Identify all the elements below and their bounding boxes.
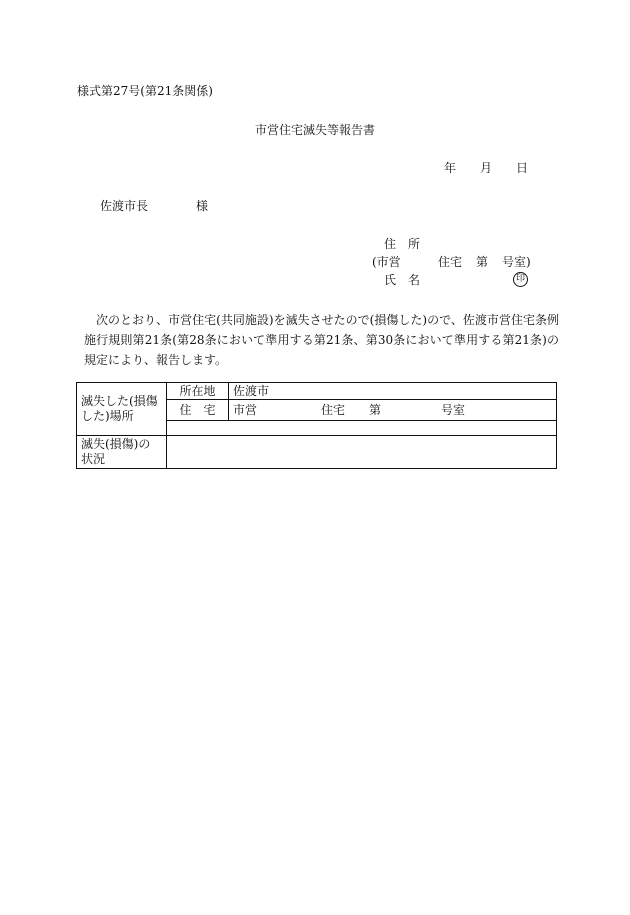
report-table [76,382,557,469]
sender-name-char-1: 氏 [384,273,397,287]
date-day-label: 日 [516,161,529,175]
form-number: 様式第27号(第21条関係) [77,84,213,98]
sender-address-char-2: 所 [408,237,421,251]
housing-room: 号室 [441,403,466,417]
addressee-honorific: 様 [196,199,209,213]
address-sub-label: 所在地 [167,383,229,400]
sender-name-char-2: 名 [408,273,421,287]
housing-sub-label: 住 宅 [167,400,229,421]
sender-housing-dai: 第 [476,255,489,269]
location-label: 滅失した(損傷した)場所 [77,383,167,436]
location-blank-row [167,421,557,436]
date-month-label: 月 [480,161,493,175]
addressee-name: 佐渡市長 [100,199,149,213]
document-title: 市営住宅滅失等報告書 [254,123,375,137]
date-year-label: 年 [444,161,457,175]
housing-jutaku: 住宅 [321,403,346,417]
report-body-text: 次のとおり、市営住宅(共同施設)を滅失させたので(損傷した)ので、佐渡市営住宅条例施行規則第21条(第28条において準用する第21条、第30条において準用する第21条)の規定により、報告します。 [84,313,559,367]
condition-value [167,436,557,469]
sender-housing-room: 号室) [502,255,531,269]
seal-mark: 印 [513,272,528,287]
condition-label: 滅失(損傷)の状況 [77,436,167,469]
housing-detail [229,400,557,421]
sender-housing-shiei: (市営 [372,255,401,269]
sender-housing-jutaku: 住宅 [438,255,463,269]
sender-address-char-1: 住 [384,237,397,251]
housing-shiei: 市営 [233,403,258,417]
address-value: 佐渡市 [229,383,557,400]
housing-dai: 第 [369,403,382,417]
